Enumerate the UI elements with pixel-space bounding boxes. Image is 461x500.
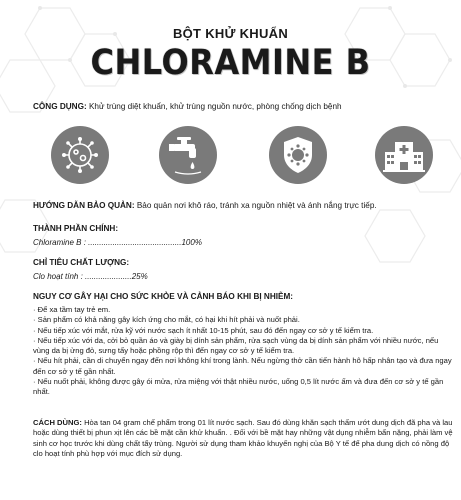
usage-text: Hòa tan 04 gram chế phẩm trong 01 lít nước sạch. Sau đó dùng khăn sạch thấm ướt dung dịch đã pha và lau hoặc dùng thiết bị phun xịt lên các bề mặt cần khử khuẩn. . Đối với bề mặt hay những vật dụng nhiễm bẩn nặng, phải làm vệ sinh cơ học trước khi dùng chất tẩy trùng. Người sử dụng tham khảo khuyến nghị của Bộ Y tế để pha dung dịch có nồng độ clo hoạt tính phù hợp với mục đích sử dụng. [33, 418, 453, 458]
usage-section [33, 418, 453, 459]
hospital-icon [375, 126, 433, 184]
bacteria-icon [51, 126, 109, 184]
virus-shield-icon [269, 126, 327, 184]
storage-section [33, 201, 453, 210]
water-tap-icon [159, 126, 217, 184]
product-title: CHLORAMINE B [90, 41, 371, 83]
hazard-item: · Sản phẩm có khả năng gây kích ứng cho mắt, có hại khi hít phải và nuốt phải. [33, 315, 300, 325]
product-subtitle: BỘT KHỬ KHUẨN [172, 26, 289, 41]
composition-line: Chloramine B : ..........................................100% [33, 238, 202, 247]
uses-text: Khử trùng diệt khuẩn, khử trùng nguồn nước, phòng chống dịch bệnh [88, 102, 342, 111]
uses-section [33, 101, 453, 112]
hazards-label: NGUY CƠ GÂY HẠI CHO SỨC KHỎE VÀ CẢNH BÁO KHI BỊ NHIỄM: [33, 292, 294, 301]
hazard-item: · Để xa tầm tay trẻ em. [33, 305, 111, 314]
uses-label: CÔNG DỤNG: [33, 102, 87, 111]
quality-line: Clo hoạt tính : .....................25% [33, 272, 148, 281]
hazards-list [33, 305, 453, 398]
storage-label: HƯỚNG DẪN BẢO QUẢN: [33, 201, 135, 210]
hazard-item: · Nếu tiếp xúc với da, cởi bỏ quần áo và giày bị dính sản phẩm, rửa sạch vùng da bị dính sản phẩm với nhiều nước, nếu vùng da bị ửng đỏ, sưng tấy hoặc phồng rộp thì đến ngay cơ sở y tế kiểm tra. [33, 335, 439, 356]
storage-text: Bảo quản nơi khô ráo, tránh xa nguồn nhiệt và ánh nắng trực tiếp. [136, 201, 377, 210]
hazard-item: · Nếu hít phải, cần di chuyển ngay đến nơi không khí trong lành. Nếu ngừng thở cần tiến hành hô hấp nhân tạo và đưa ngay đến cơ sở y tế gần nhất. [33, 356, 452, 376]
composition-label: THÀNH PHẦN CHÍNH: [33, 224, 119, 233]
hazard-item: · Nếu nuốt phải, không được gây ói mửa, rửa miệng với thật nhiều nước, uống 0,5 lít nước ấm và đưa đến cơ sở y tế gần nhất. [33, 377, 444, 397]
hazard-item: · Nếu tiếp xúc với mắt, rửa kỹ với nước sạch ít nhất 10-15 phút, sau đó đến ngay cơ sở y tế kiểm tra. [33, 325, 374, 335]
quality-label: CHỈ TIÊU CHẤT LƯỢNG: [33, 258, 130, 267]
usage-label: CÁCH DÙNG: [33, 418, 82, 427]
usage-icons-row [33, 126, 433, 186]
